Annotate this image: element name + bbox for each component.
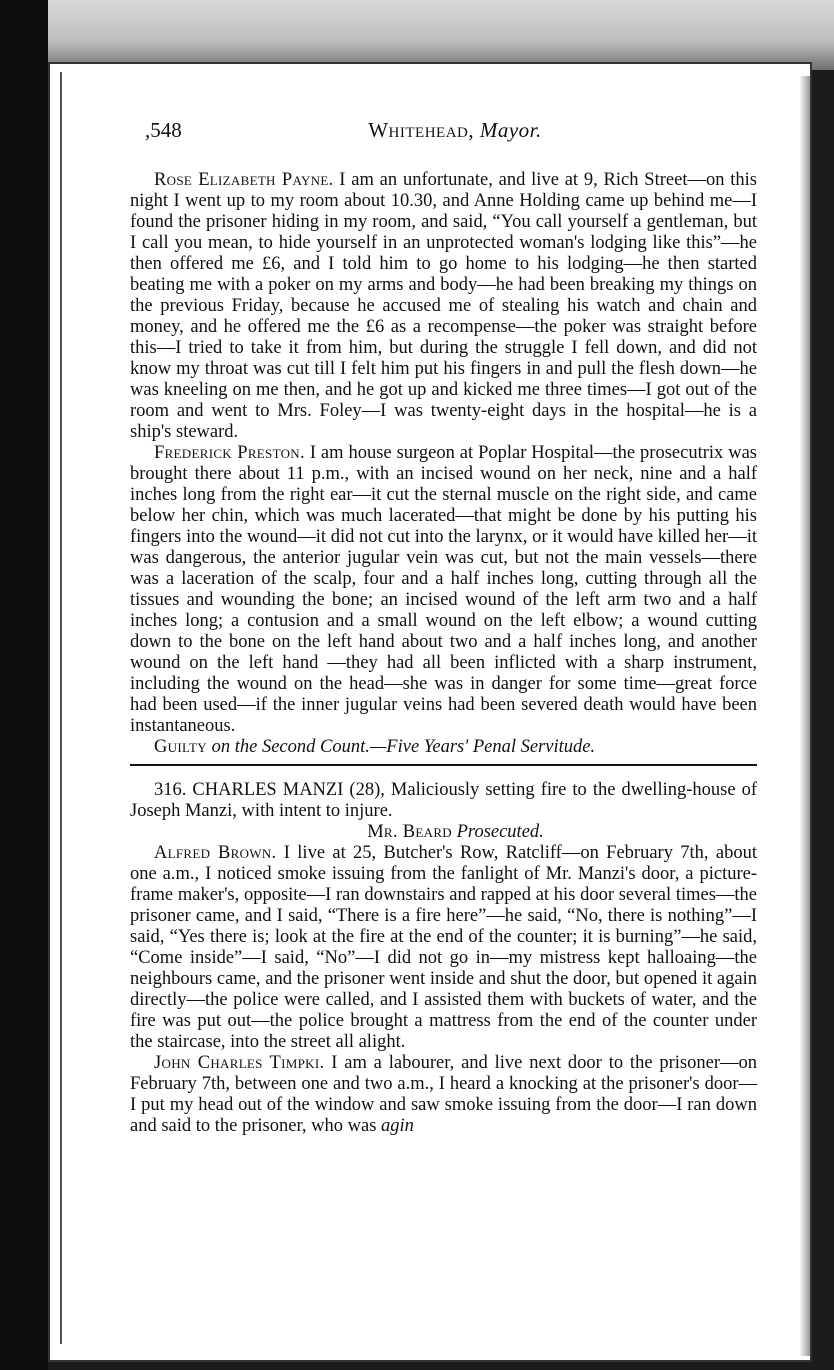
case-heading: 316. CHARLES MANZI (28), Maliciously setting fire to the dwelling-house of Joseph Manzi, with intent to injure. (130, 780, 757, 821)
page-header (145, 118, 765, 148)
testimony-text: I am house surgeon at Poplar Hospital—the prosecutrix was brought there about 11 p.m., with an incised wound on her neck, nine and a half inches long from the right ear—it cut the sternal muscle on the right side, and came below her chin, which was much lacerated—that might be done by his putting his fingers into the wound—it did not cut into the larynx, or it would have killed her—it was dangerous, the anterior jugular vein was cut, but not the main vessels—there was a laceration of the scalp, four and a half inches long, cutting through all the tissues and wounding the bone; an incised wound of the left arm two and a half inches long; a contusion and a small wound on the left elbow; a wound cutting down to the bone on the left hand about two and a half inches long, and another wound on the left hand —they had all been inflicted with a sharp instrument, including the wound on the head—she was in danger for some time—great force had been used—if the inner jugular veins had been severed death would have been instantaneous. (130, 443, 757, 736)
section-divider (130, 764, 757, 766)
testimony-paragraph (130, 170, 757, 443)
running-head (145, 118, 765, 143)
scan-left-margin (0, 0, 48, 1370)
witness-name: John Charles Timpki. (154, 1053, 325, 1073)
testimony-paragraph (130, 443, 757, 737)
page-body (130, 170, 757, 1137)
running-head-title: Mayor. (479, 118, 542, 142)
testimony-text: I am an unfortunate, and live at 9, Rich Street—on this night I went up to my room about 10.30, and Anne Holding came up behind me—I found the prisoner hiding in my room, and said, “You call yourself a gentleman, but I call you mean, to hide yourself in an unprotected woman's lodging like this”—he then offered me £6, and I told him to go home to his lodging—he then started beating me with a poker on my arms and body—he had been breaking my things on the previous Friday, because he accused me of stealing his watch and chain and money, and he offered me the £6 as a recompense—the poker was straight before this—I tried to take it from him, but during the struggle I fell down, and did not know my throat was cut till I felt him put his fingers in and pull the flesh down—he was kneeling on me then, and he got up and kicked me three times—I got out of the room and went to Mrs. Foley—I was twenty-eight days in the hospital—he is a ship's steward. (130, 170, 757, 442)
testimony-text: I am a labourer, and live next door to the prisoner—on February 7th, between one and two a.m., I heard a knocking at the prisoner's door—I put my head out of the window and saw smoke issuing from the door—I ran down and said to the prisoner, who was (130, 1053, 757, 1136)
testimony-paragraph (130, 1053, 757, 1137)
verdict-label: Guilty (154, 737, 207, 757)
continued-word: agin (381, 1116, 414, 1136)
verdict-text: on the Second Count.—Five Years' Penal Servitude. (211, 737, 596, 757)
scan-top-margin (0, 0, 834, 70)
counsel-role: Prosecuted. (456, 822, 544, 842)
testimony-text: I live at 25, Butcher's Row, Ratcliff—on February 7th, about one a.m., I noticed smoke issuing from the fanlight of Mr. Manzi's door, a picture-frame maker's, opposite—I ran downstairs and rapped at his door several times—the prisoner came, and I said, “There is a fire here”—he said, “No, there is nothing”—I said, “Yes there is; look at the fire at the end of the counter; it is burning”—he said, “Come inside”—I said, “No”—I did not go in—my mistress kept halloaing—the neighbours came, and the prisoner went inside and shut the door, but opened it again directly—the police were called, and I assisted them with buckets of water, and the fire was put out—the police brought a mattress from the end of the counter under the staircase, into the street all alight. (130, 843, 757, 1052)
witness-name: Frederick Preston. (154, 443, 305, 463)
witness-name: Alfred Brown. (154, 843, 277, 863)
page-fore-edge (800, 76, 810, 1356)
running-head-name: Whitehead, (368, 118, 475, 142)
page-inner-border (60, 72, 62, 1344)
counsel-name: Mr. Beard (367, 822, 452, 842)
witness-name: Rose Elizabeth Payne. (154, 170, 334, 190)
counsel-line (130, 822, 757, 843)
testimony-paragraph (130, 843, 757, 1053)
verdict (130, 737, 757, 764)
page-number: ,548 (145, 118, 182, 142)
